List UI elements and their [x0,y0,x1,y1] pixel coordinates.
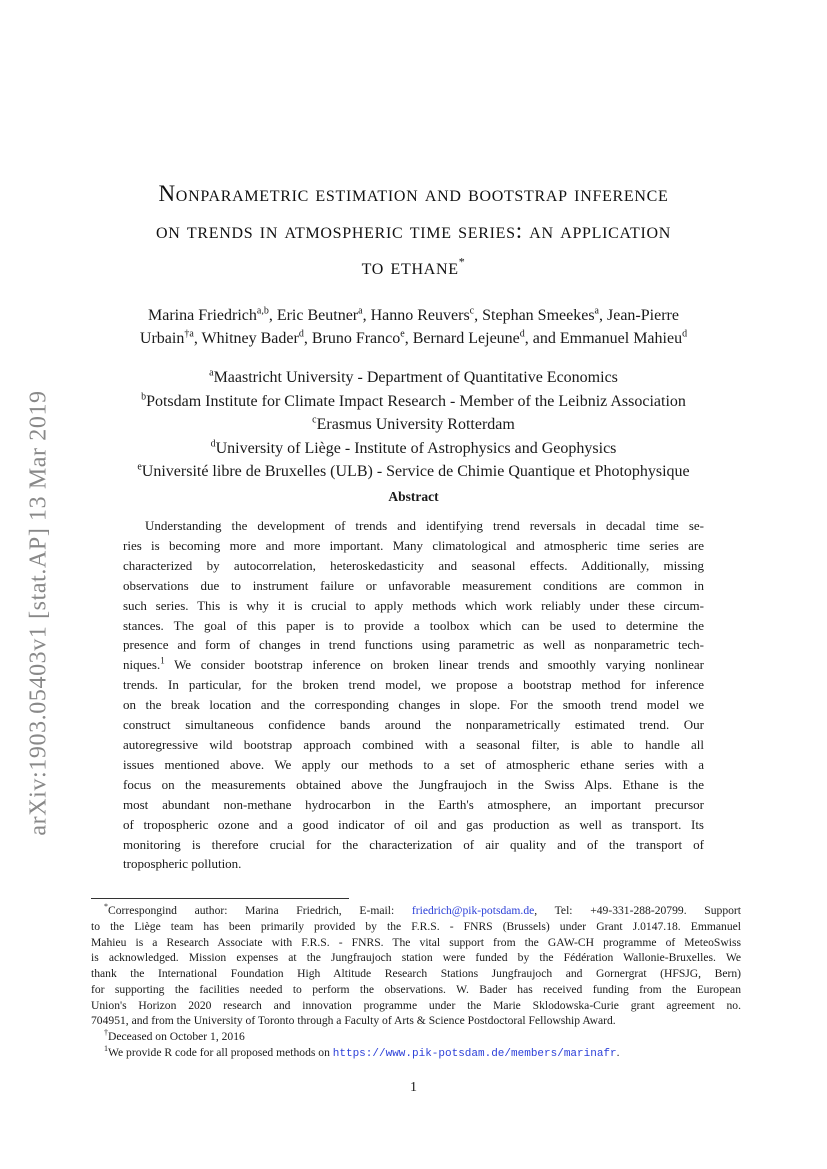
footnote-text: We provide R code for all proposed methods on [108,1045,333,1059]
abstract-line: trends. In particular, for the broken trend model, we propose a bootstrap method for inference [123,677,704,693]
footnote-text: Correspongind author: Marina Friedrich, E-mail: [108,904,412,917]
affiliation-text: University of Liège - Institute of Astrophysics and Geophysics [215,439,617,457]
footnote-marker: 1 [104,1043,108,1053]
abstract-line: focus on the measurements obtained above the Jungfraujoch in the Swiss Alps. Ethane is the [123,776,704,792]
title-line-text: to ethane [361,254,459,279]
abstract-line: issues mentioned above. We apply our methods to a set of atmospheric ethane series with a [123,756,704,772]
author-affiliation-marker: e [400,328,405,340]
author-affiliation-marker: †a [184,328,194,340]
abstract-line [123,655,704,675]
author-affiliation-marker: a,b [256,305,269,317]
author-name: Bruno Franco [311,330,401,347]
author-line: Urbain$^{\dagger a}$, Whitney Bader$^d$, Bruno Franco$^e$, Bernard Lejeune$^d$, and Emmanuel Mahieu$^d$ [139,328,688,347]
affiliation-text: Maastricht University - Department of Quantitative Economics [213,369,618,386]
footnote-line [91,903,741,919]
abstract-line: autoregressive wild bootstrap approach combined with a seasonal filter, is able to handle all [123,736,704,752]
author-affiliation-marker: c [469,305,475,317]
abstract-line: stances. The goal of this paper is to provide a toolbox which can be used to determine the [123,617,704,633]
code-url-link[interactable]: https://www.pik-potsdam.de/members/marinafr [332,1047,617,1060]
affiliation-marker: d [210,438,216,450]
author-name: Whitney Bader [201,330,299,347]
footnote-line: thank the International Foundation High Altitude Research Stations Jungfraujoch and Gornergrat (HFSJG, Bern) [91,967,741,980]
footnote-marker: † [104,1028,108,1038]
affiliation-text: Université libre de Bruxelles (ULB) - Service de Chimie Quantique et Photophysique [141,463,690,480]
abstract-line: observations due to instrument failure or unfavorable measurement conditions are common in [123,577,704,593]
abstract-line: most abundant non-methane hydrocarbon in the Earth's atmosphere, an important precursor [123,796,704,812]
footnote-line [91,1045,741,1063]
footnote-text: Deceased on October 1, 2016 [108,1030,245,1043]
affiliation-list [80,366,747,484]
author-affiliation-marker: d [682,328,688,340]
abstract-line: ries is becoming more and more important. Many climatological and atmospheric time series are [123,537,704,553]
affiliation [80,460,747,484]
footnote-line [91,1029,741,1045]
abstract-line: on the break location and the corresponding changes in slope. For the smooth trend model we [123,697,704,713]
footnote-text: , Tel: +49-331-288-20799. Support [534,904,742,917]
abstract-line: tropospheric pollution. [123,856,242,872]
footnote-marker[interactable]: 1 [160,656,165,667]
affiliation-marker: e [137,461,142,473]
title-line: Nonparametric estimation and bootstrap inference [158,181,669,206]
abstract-line: presence and form of changes in trend functions using parametric as well as nonparametric tech- [123,637,704,653]
arxiv-identifier[interactable]: arXiv:1903.05403v1 [stat.AP] 13 Mar 2019 [25,389,52,836]
abstract-line: characterized by autocorrelation, heteroskedasticity and seasonal effects. Additionally, missing [123,557,704,573]
email-link[interactable]: friedrich@pik-potsdam.de [411,904,535,917]
footnote-divider [91,898,349,899]
arxiv-identifier-margin [14,365,64,860]
footnote-line: Mahieu is a Research Associate with F.R.S. - FNRS. The vital support from the GAW-CH programme of MeteoSwiss [91,935,741,949]
author-name: Marina Friedrich [148,307,257,324]
affiliation [80,366,747,390]
paper-title [80,176,747,286]
author-name: Bernard Lejeune [412,330,520,347]
affiliation [80,413,747,437]
affiliation-marker: a [209,367,214,379]
footnote-text: . [616,1045,620,1059]
title-line: on trends in atmospheric time series: an application [155,217,672,243]
affiliation [80,390,747,414]
author-name: Stephan Smeekes [482,307,595,324]
abstract-line: construct simultaneous confidence bands around the nonparametrically estimated trend. Our [123,717,704,733]
page-number: 1 [410,1080,417,1095]
abstract-line-text: niques. [123,657,161,673]
author-affiliation-marker: a [594,305,599,317]
footnote-line: to the Liège team has been primarily provided by the F.R.S. - FNRS (Brussels) under Grant J.0147.18. Emmanuel [91,919,741,933]
title-footnote-marker[interactable]: * [458,254,466,269]
abstract-line: of tropospheric ozone and a good indicator of oil and gas production as well as transport. Its [123,816,704,832]
affiliation-marker: b [141,391,147,403]
author-list [95,304,732,350]
abstract-line: Understanding the development of trends and identifying trend reversals in decadal time se- [145,518,704,533]
footnote-line: 704951, and from the University of Toronto through a Faculty of Arts & Science Postdoctoral Fellowship Award. [91,1014,616,1028]
footnote-line: for supporting the facilities needed to perform the observations. W. Bader has received funding from the European [91,982,741,996]
footnote-line: is acknowledged. Mission expenses at the Jungfraujoch station were funded by the Fédération Wallonie-Bruxelles. We [91,951,741,965]
affiliation-marker: c [312,414,317,426]
abstract-line: monitoring is therefore crucial for the characterization of air quality and of the transport of [123,836,704,852]
author-affiliation-marker: d [298,328,304,340]
author-affiliation-marker: d [519,328,525,340]
title-line [80,249,747,286]
author-name: and Emmanuel Mahieu [532,330,683,347]
author-name: Urbain [139,330,185,347]
author-line: Marina Friedrich$^{a,b}$, Eric Beutner$^a$, Hanno Reuvers$^c$, Stephan Smeekes$^a$, Jean-Pierre [148,305,679,324]
footnote-line: Union's Horizon 2020 research and innovation programme under the Marie Sklodowska-Curie grant agreement no. [91,998,741,1012]
author-affiliation-marker: a [358,305,363,317]
author-name: Jean-Pierre [607,307,679,324]
author-name: Eric Beutner [276,307,359,324]
affiliation-text: Erasmus University Rotterdam [316,416,515,433]
footnotes [91,903,741,1063]
abstract-heading: Abstract [388,489,439,504]
abstract-line: such series. This is why it is crucial to apply methods which work reliably under these circum- [123,597,704,613]
footnote-marker: * [104,902,108,912]
author-name: Hanno Reuvers [370,307,470,324]
abstract-line-text: We consider bootstrap inference on broken linear trends and smoothly varying nonlinear [164,657,704,673]
affiliation [80,437,747,461]
abstract-body [123,516,704,874]
affiliation-text: Potsdam Institute for Climate Impact Research - Member of the Leibniz Association [146,392,686,410]
